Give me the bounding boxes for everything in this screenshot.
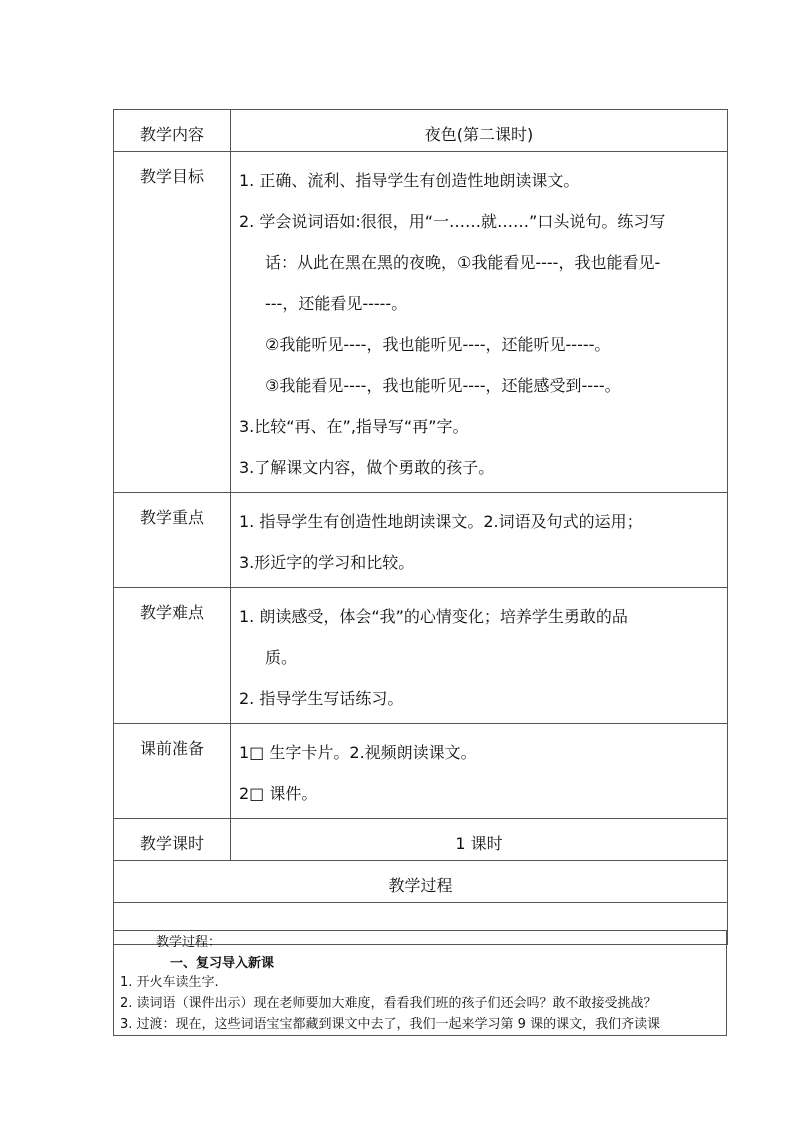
difficulties-content [231,588,728,724]
key-point-line: 1. 指导学生有创造性地朗读课文。2.词语及句式的运用； [239,512,643,531]
objective-line: 3.了解课文内容，做个勇敢的孩子。 [239,458,495,477]
preparation-content [231,724,728,819]
process-item: 2. 读词语（课件出示）现在老师要加大难度，看看我们班的孩子们还会吗？敢不敢接受挑战？ [120,996,657,1011]
process-title: 教学过程： [156,935,222,950]
objectives-content [231,152,728,493]
lesson-plan-table [113,109,728,945]
objectives-label: 教学目标 [114,152,231,493]
objective-line: ---，还能看见-----。 [265,294,408,313]
objective-line: 话：从此在黑在黑的夜晚，①我能看见----，我也能看见- [265,253,661,272]
hours-value: 1 课时 [231,819,728,861]
section-heading: 一、复习导入新课 [170,956,275,971]
difficulty-line: 2. 指导学生写话练习。 [239,689,404,708]
hours-label: 教学课时 [114,819,231,861]
objective-line: 1. 正确、流利、指导学生有创造性地朗读课文。 [239,171,580,190]
objective-line: ③我能看见----，我也能听见----，还能感受到----。 [265,376,621,395]
process-header: 教学过程 [114,861,728,903]
preparation-label: 课前准备 [114,724,231,819]
preparation-line: 2□ 课件。 [239,784,318,803]
key-points-content [231,493,728,588]
process-box [113,930,727,1036]
preparation-line: 1□ 生字卡片。2.视频朗读课文。 [239,743,477,762]
difficulty-line: 质。 [265,648,298,667]
content-value: 夜色(第二课时) [231,110,728,152]
objective-line: 2. 学会说词语如:很很，用“一……就……”口头说句。练习写 [239,212,666,231]
process-item: 1. 开火车读生字. [120,975,219,990]
key-point-line: 3.形近字的学习和比较。 [239,553,415,572]
difficulty-line: 1. 朗读感受，体会“我”的心情变化；培养学生勇敢的品 [239,607,628,626]
key-points-label: 教学重点 [114,493,231,588]
objective-line: ②我能听见----，我也能听见----，还能听见-----。 [265,335,611,354]
objective-line: 3.比较“再、在”,指导写“再”字。 [239,417,469,436]
difficulties-label: 教学难点 [114,588,231,724]
content-label: 教学内容 [114,110,231,152]
process-item: 3. 过渡：现在，这些词语宝宝都藏到课文中去了，我们一起来学习第 9 课的课文，我们齐读课 [120,1017,661,1032]
